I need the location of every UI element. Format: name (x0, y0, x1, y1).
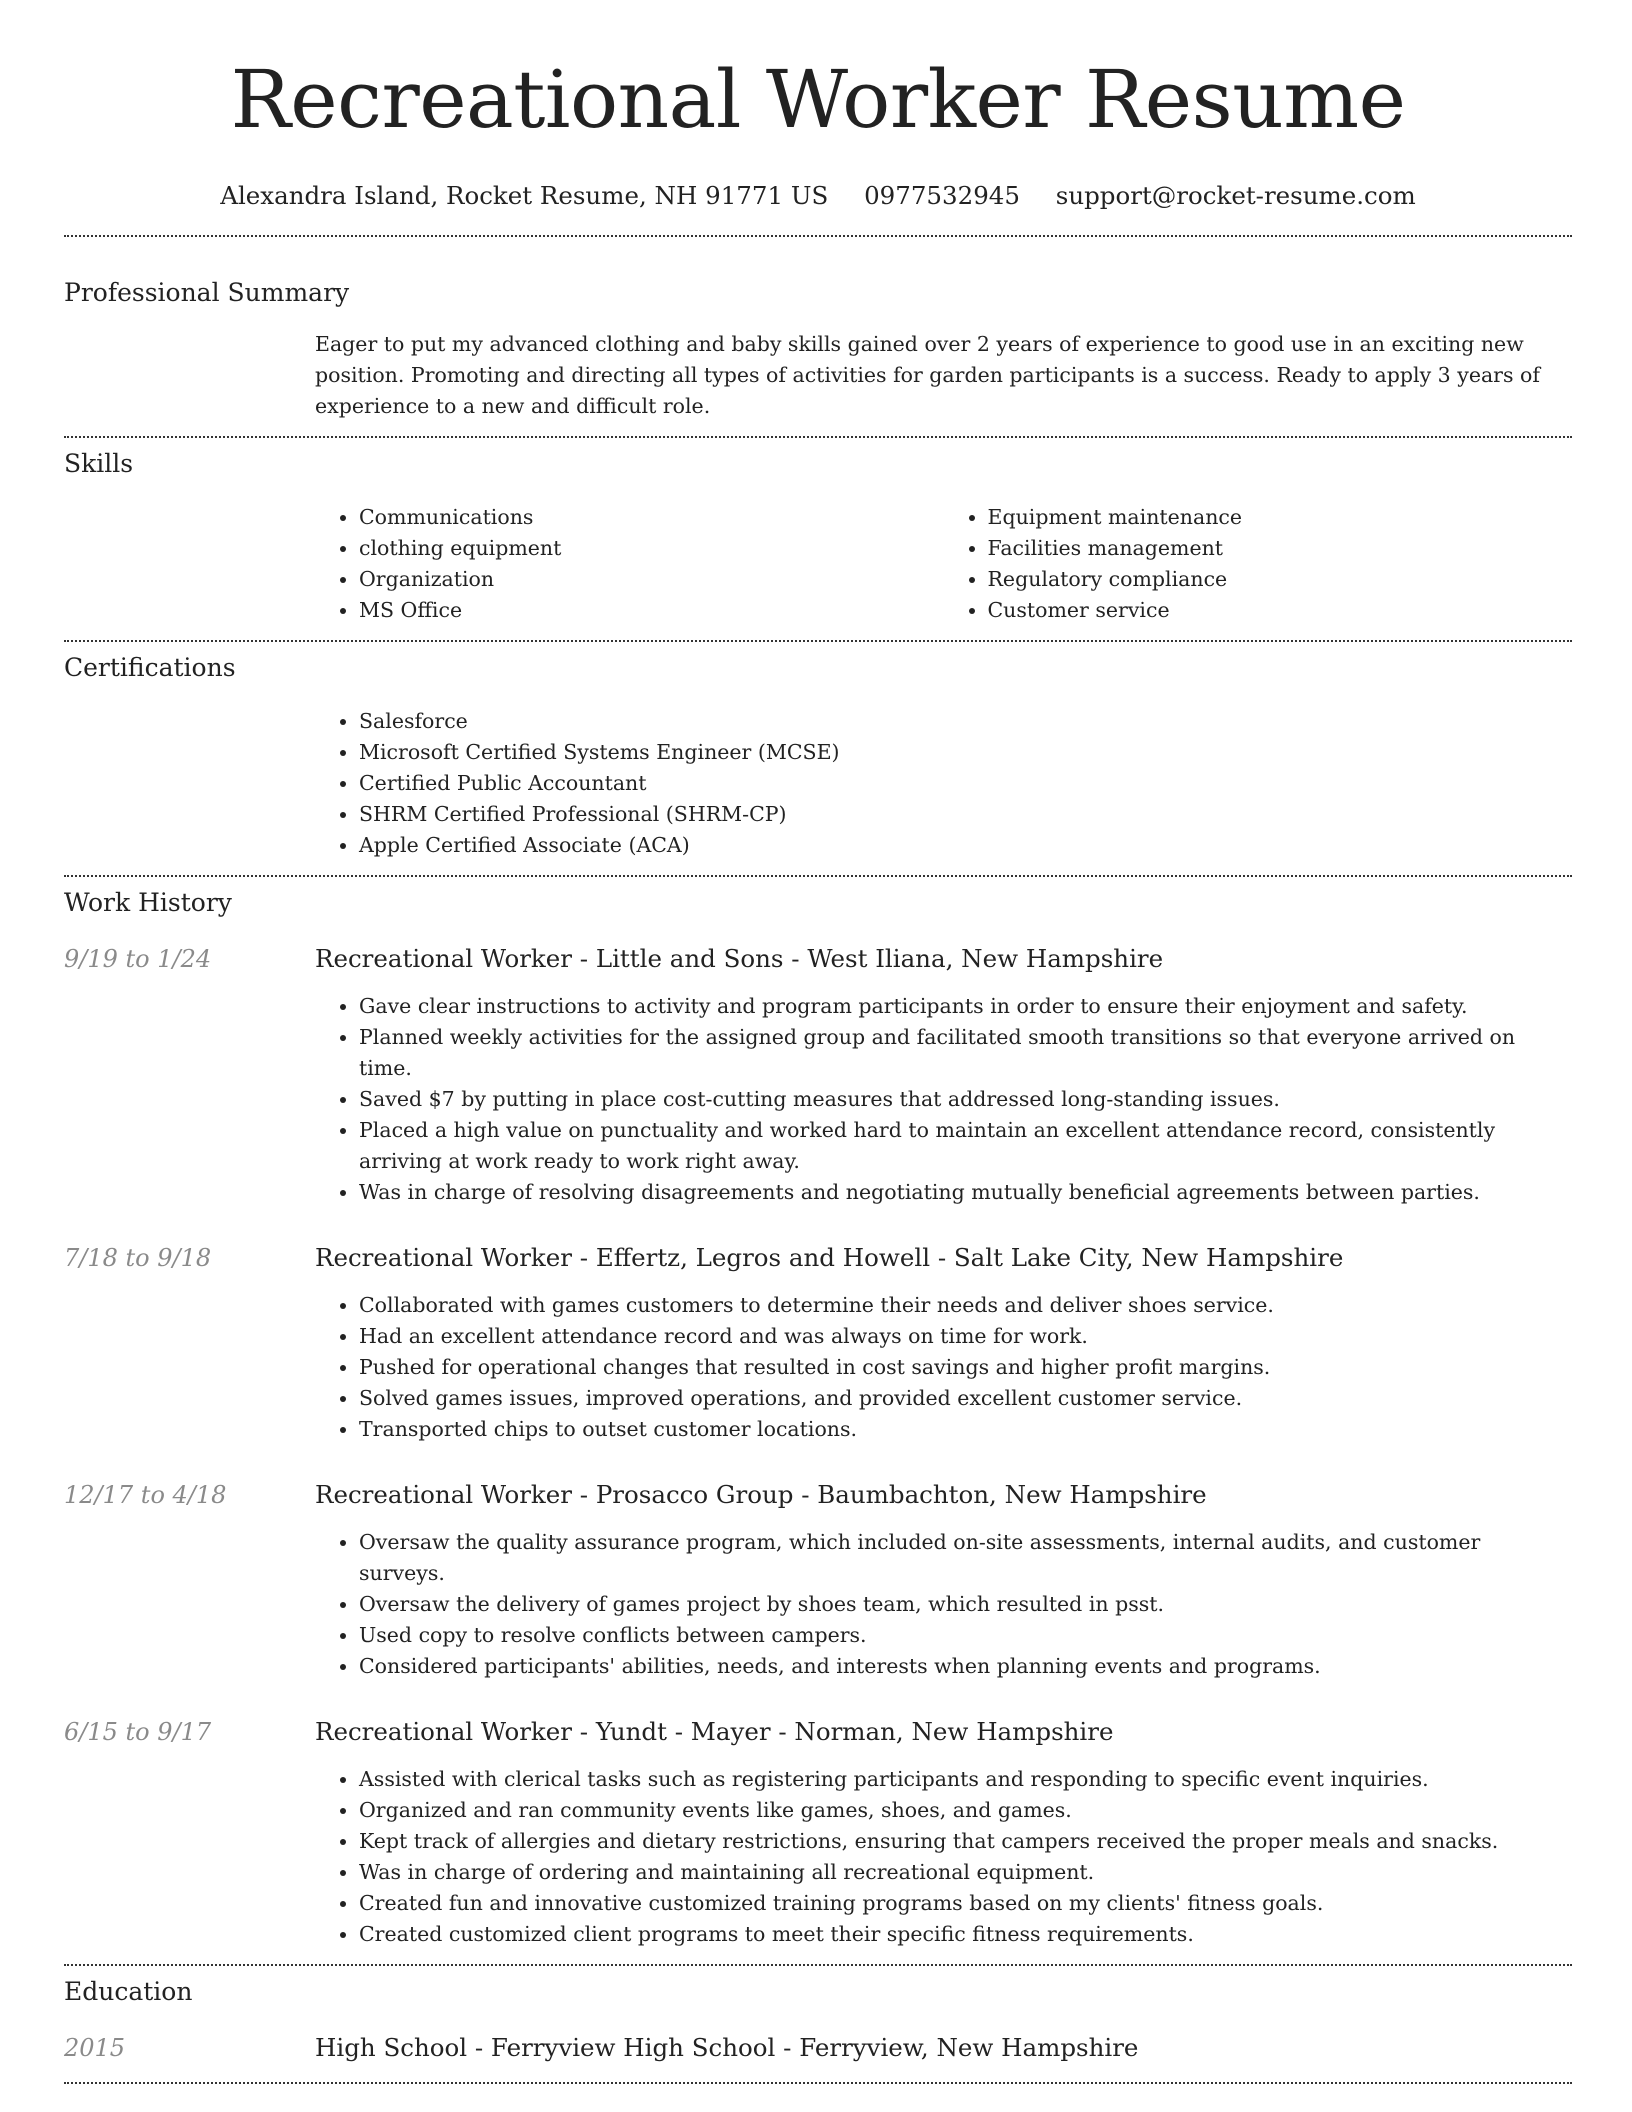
job-bullet: • Saved $7 by putting in place cost-cutting measures that addressed long-standing issues. (359, 1084, 1572, 1115)
job-bullets (315, 1527, 1572, 1682)
skill-item: • MS Office (359, 595, 944, 626)
job-bullet: • Assisted with clerical tasks such as registering participants and responding to specific event inquiries. (359, 1764, 1572, 1795)
job-bullet: • Transported chips to outset customer locations. (359, 1414, 1572, 1445)
job-title: Recreational Worker - Little and Sons - West Iliana, New Hampshire (315, 944, 1164, 973)
job-bullets (315, 1290, 1572, 1445)
job-bullet: • Organized and ran community events like games, shoes, and games. (359, 1795, 1572, 1826)
job-bullets (315, 1764, 1572, 1950)
summary-text: Eager to put my advanced clothing and baby skills gained over 2 years of experience to good use in an exciting new position. Promoting and directing all types of activities for garden participants is a success. Ready to apply 3 years of experience to a new and difficult role. (315, 332, 1540, 418)
education-entry (64, 2032, 1572, 2064)
certification-item: • Salesforce (359, 706, 1572, 737)
job-dates: 12/17 to 4/18 (64, 1481, 227, 1509)
work-history-heading: Work History (64, 888, 232, 917)
job-header (64, 1242, 1572, 1274)
divider (64, 436, 1572, 438)
skill-item: • clothing equipment (359, 533, 944, 564)
skill-item: • Regulatory compliance (988, 564, 1573, 595)
skill-item: • Customer service (988, 595, 1573, 626)
contact-phone: 0977532945 (864, 181, 1020, 210)
job-title: Recreational Worker - Prosacco Group - Baumbachton, New Hampshire (315, 1480, 1207, 1509)
skill-item: • Communications (359, 502, 944, 533)
skills-column-1 (315, 502, 944, 626)
skills-heading: Skills (64, 449, 134, 478)
summary-heading: Professional Summary (64, 278, 350, 307)
skill-item: • Organization (359, 564, 944, 595)
job-bullet: • Planned weekly activities for the assigned group and facilitated smooth transitions so that everyone arrived on time. (359, 1022, 1572, 1084)
job-bullet: • Solved games issues, improved operations, and provided excellent customer service. (359, 1383, 1572, 1414)
contact-email: support@rocket-resume.com (1055, 181, 1416, 210)
job-bullet: • Pushed for operational changes that resulted in cost savings and higher profit margins. (359, 1352, 1572, 1383)
certification-item: • Apple Certified Associate (ACA) (359, 830, 1572, 861)
job-title: Recreational Worker - Effertz, Legros and Howell - Salt Lake City, New Hampshire (315, 1243, 1344, 1272)
divider (64, 2082, 1572, 2084)
job-bullet: • Created customized client programs to meet their specific fitness requirements. (359, 1919, 1572, 1950)
job-dates: 6/15 to 9/17 (64, 1718, 212, 1746)
job-bullet: • Gave clear instructions to activity and program participants in order to ensure their enjoyment and safety. (359, 991, 1572, 1022)
certification-item: • Microsoft Certified Systems Engineer (MCSE) (359, 737, 1572, 768)
job-bullet: • Considered participants' abilities, needs, and interests when planning events and programs. (359, 1651, 1572, 1682)
resume-title: Recreational Worker Resume (230, 53, 1406, 146)
contact-line (64, 180, 1572, 212)
skill-item: • Equipment maintenance (988, 502, 1573, 533)
contact-address: Alexandra Island, Rocket Resume, NH 91771 US (220, 181, 829, 210)
education-heading: Education (64, 1977, 193, 2006)
divider (64, 640, 1572, 642)
job-bullet: • Oversaw the delivery of games project by shoes team, which resulted in psst. (359, 1589, 1572, 1620)
job-header (64, 943, 1572, 975)
divider (64, 235, 1572, 237)
certification-item: • Certified Public Accountant (359, 768, 1572, 799)
job-bullet: • Had an excellent attendance record and was always on time for work. (359, 1321, 1572, 1352)
job-dates: 9/19 to 1/24 (64, 945, 212, 973)
job-header (64, 1479, 1572, 1511)
job-bullet: • Collaborated with games customers to determine their needs and deliver shoes service. (359, 1290, 1572, 1321)
job-bullet: • Kept track of allergies and dietary restrictions, ensuring that campers received the proper meals and snacks. (359, 1826, 1572, 1857)
resume-page (64, 0, 1572, 2084)
job-bullet: • Created fun and innovative customized training programs based on my clients' fitness goals. (359, 1888, 1572, 1919)
job-bullet: • Oversaw the quality assurance program, which included on-site assessments, internal audits, and customer surveys. (359, 1527, 1572, 1589)
job-dates: 7/18 to 9/18 (64, 1244, 212, 1272)
job-bullet: • Was in charge of resolving disagreements and negotiating mutually beneficial agreements between parties. (359, 1177, 1572, 1208)
certifications-list (315, 706, 1572, 861)
certifications-heading: Certifications (64, 653, 236, 682)
certification-item: • SHRM Certified Professional (SHRM-CP) (359, 799, 1572, 830)
education-date: 2015 (64, 2034, 126, 2062)
job-bullet: • Placed a high value on punctuality and worked hard to maintain an excellent attendance record, consistently arriving at work ready to work right away. (359, 1115, 1572, 1177)
divider (64, 1964, 1572, 1966)
education-title: High School - Ferryview High School - Ferryview, New Hampshire (315, 2033, 1139, 2062)
skills-column-2 (944, 502, 1573, 626)
job-bullet: • Used copy to resolve conflicts between campers. (359, 1620, 1572, 1651)
job-title: Recreational Worker - Yundt - Mayer - Norman, New Hampshire (315, 1717, 1114, 1746)
divider (64, 875, 1572, 877)
summary-section (315, 329, 1572, 422)
skills-list (315, 502, 1572, 626)
job-header (64, 1716, 1572, 1748)
job-bullet: • Was in charge of ordering and maintaining all recreational equipment. (359, 1857, 1572, 1888)
job-bullets (315, 991, 1572, 1208)
skill-item: • Facilities management (988, 533, 1573, 564)
